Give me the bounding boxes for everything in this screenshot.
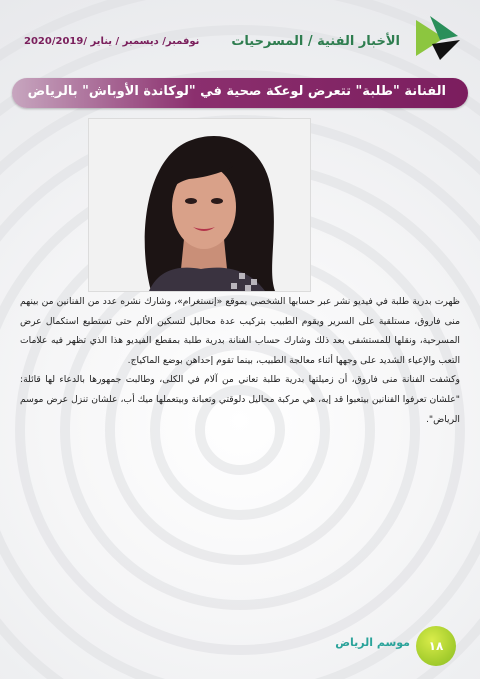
issue-date: نوفمبر/ ديسمبر / يناير /2020/2019 xyxy=(24,36,200,47)
article-paragraph: وكشفت الفنانة منى فاروق، أن زميلتها بدرية طلبة تعاني من آلام في الكلى، وطالبت جمهورها بالدعاء لها قائلة: "علشان تعرفوا الفنانين بيتعبوا قد إيه، هي مركبة محاليل دلوقتي وتعبانة وبيتعملها ميك أب، علشان تنزل عرض موسم الرياض". xyxy=(20,374,460,425)
page-number: ١٨ xyxy=(428,639,444,653)
section-title: الأخبار الفنية / المسرحيات xyxy=(231,34,400,49)
footer-brand: موسم الرياض xyxy=(335,636,410,649)
article-headline: الفنانة "طلبة" تتعرض لوعكة صحية في "لوكاندة الأوباش" بالرياض xyxy=(27,84,446,99)
page-number-badge xyxy=(416,626,456,666)
page-header xyxy=(0,0,480,70)
magazine-logo-icon xyxy=(410,14,466,62)
article-photo xyxy=(88,118,311,292)
article-paragraph: ظهرت بدرية طلبة في فيديو نشر عبر حسابها الشخصي بموقع «إنستغرام»، وشارك نشره عدد من الفنانين من بينهم منى فاروق، مستلقية على السرير ويقوم الطبيب بتركيب عدة محاليل لتسكين الألم حتى تستطيع استكمال عرض المسرحية، ونقلها للمستشفى بعد ذلك وشارك حساب الفنانة بدرية طلبة بمقطع الفيديو هذا الذي تظهر فيه علامات التعب والإعياء الشديد على وجهها أثناء معالجة الطبيب، بينما تقوم إحداهن بوضع الماكياج. xyxy=(20,296,460,366)
article-body xyxy=(20,292,460,429)
portrait-image xyxy=(89,119,310,291)
headline-banner xyxy=(12,78,468,108)
